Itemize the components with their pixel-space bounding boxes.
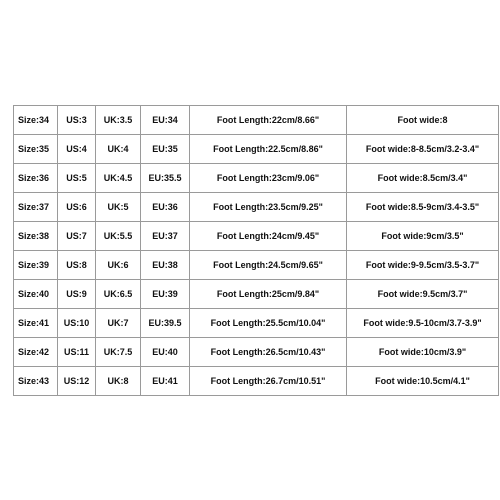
us-size-cell: US:4 <box>58 135 96 164</box>
eu-size-cell: EU:41 <box>141 367 190 396</box>
table-row <box>14 338 499 367</box>
eu-size-cell: EU:39 <box>141 280 190 309</box>
foot-length-cell: Foot Length:23cm/9.06" <box>190 164 347 193</box>
uk-size-cell: UK:7.5 <box>96 338 141 367</box>
table-row <box>14 367 499 396</box>
uk-size-cell: UK:7 <box>96 309 141 338</box>
uk-size-cell: UK:5.5 <box>96 222 141 251</box>
us-size-cell: US:5 <box>58 164 96 193</box>
size-cell: Size:43 <box>14 367 58 396</box>
size-cell: Size:34 <box>14 106 58 135</box>
size-cell: Size:37 <box>14 193 58 222</box>
eu-size-cell: EU:39.5 <box>141 309 190 338</box>
foot-length-cell: Foot Length:22.5cm/8.86" <box>190 135 347 164</box>
eu-size-cell: EU:35.5 <box>141 164 190 193</box>
foot-wide-cell: Foot wide:9cm/3.5" <box>347 222 499 251</box>
size-cell: Size:40 <box>14 280 58 309</box>
size-cell: Size:39 <box>14 251 58 280</box>
uk-size-cell: UK:4 <box>96 135 141 164</box>
eu-size-cell: EU:40 <box>141 338 190 367</box>
us-size-cell: US:8 <box>58 251 96 280</box>
foot-wide-cell: Foot wide:10.5cm/4.1" <box>347 367 499 396</box>
foot-length-cell: Foot Length:26.7cm/10.51" <box>190 367 347 396</box>
table-row <box>14 135 499 164</box>
table-row <box>14 106 499 135</box>
eu-size-cell: EU:38 <box>141 251 190 280</box>
foot-length-cell: Foot Length:25.5cm/10.04" <box>190 309 347 338</box>
table-row <box>14 309 499 338</box>
foot-wide-cell: Foot wide:8.5-9cm/3.4-3.5" <box>347 193 499 222</box>
eu-size-cell: EU:34 <box>141 106 190 135</box>
eu-size-cell: EU:36 <box>141 193 190 222</box>
us-size-cell: US:9 <box>58 280 96 309</box>
uk-size-cell: UK:3.5 <box>96 106 141 135</box>
foot-length-cell: Foot Length:26.5cm/10.43" <box>190 338 347 367</box>
us-size-cell: US:7 <box>58 222 96 251</box>
us-size-cell: US:10 <box>58 309 96 338</box>
table-row <box>14 193 499 222</box>
eu-size-cell: EU:37 <box>141 222 190 251</box>
table-row <box>14 280 499 309</box>
foot-wide-cell: Foot wide:10cm/3.9" <box>347 338 499 367</box>
size-cell: Size:36 <box>14 164 58 193</box>
uk-size-cell: UK:4.5 <box>96 164 141 193</box>
foot-wide-cell: Foot wide:8-8.5cm/3.2-3.4" <box>347 135 499 164</box>
table-row <box>14 251 499 280</box>
foot-wide-cell: Foot wide:8 <box>347 106 499 135</box>
foot-length-cell: Foot Length:24cm/9.45" <box>190 222 347 251</box>
size-cell: Size:42 <box>14 338 58 367</box>
foot-wide-cell: Foot wide:9.5-10cm/3.7-3.9" <box>347 309 499 338</box>
foot-length-cell: Foot Length:25cm/9.84" <box>190 280 347 309</box>
size-cell: Size:38 <box>14 222 58 251</box>
uk-size-cell: UK:6.5 <box>96 280 141 309</box>
foot-wide-cell: Foot wide:8.5cm/3.4" <box>347 164 499 193</box>
foot-wide-cell: Foot wide:9.5cm/3.7" <box>347 280 499 309</box>
us-size-cell: US:3 <box>58 106 96 135</box>
foot-wide-cell: Foot wide:9-9.5cm/3.5-3.7" <box>347 251 499 280</box>
us-size-cell: US:12 <box>58 367 96 396</box>
eu-size-cell: EU:35 <box>141 135 190 164</box>
foot-length-cell: Foot Length:24.5cm/9.65" <box>190 251 347 280</box>
foot-length-cell: Foot Length:23.5cm/9.25" <box>190 193 347 222</box>
size-chart-table <box>13 105 499 396</box>
size-cell: Size:41 <box>14 309 58 338</box>
us-size-cell: US:11 <box>58 338 96 367</box>
foot-length-cell: Foot Length:22cm/8.66" <box>190 106 347 135</box>
table-row <box>14 222 499 251</box>
size-cell: Size:35 <box>14 135 58 164</box>
table-row <box>14 164 499 193</box>
us-size-cell: US:6 <box>58 193 96 222</box>
uk-size-cell: UK:6 <box>96 251 141 280</box>
uk-size-cell: UK:8 <box>96 367 141 396</box>
uk-size-cell: UK:5 <box>96 193 141 222</box>
